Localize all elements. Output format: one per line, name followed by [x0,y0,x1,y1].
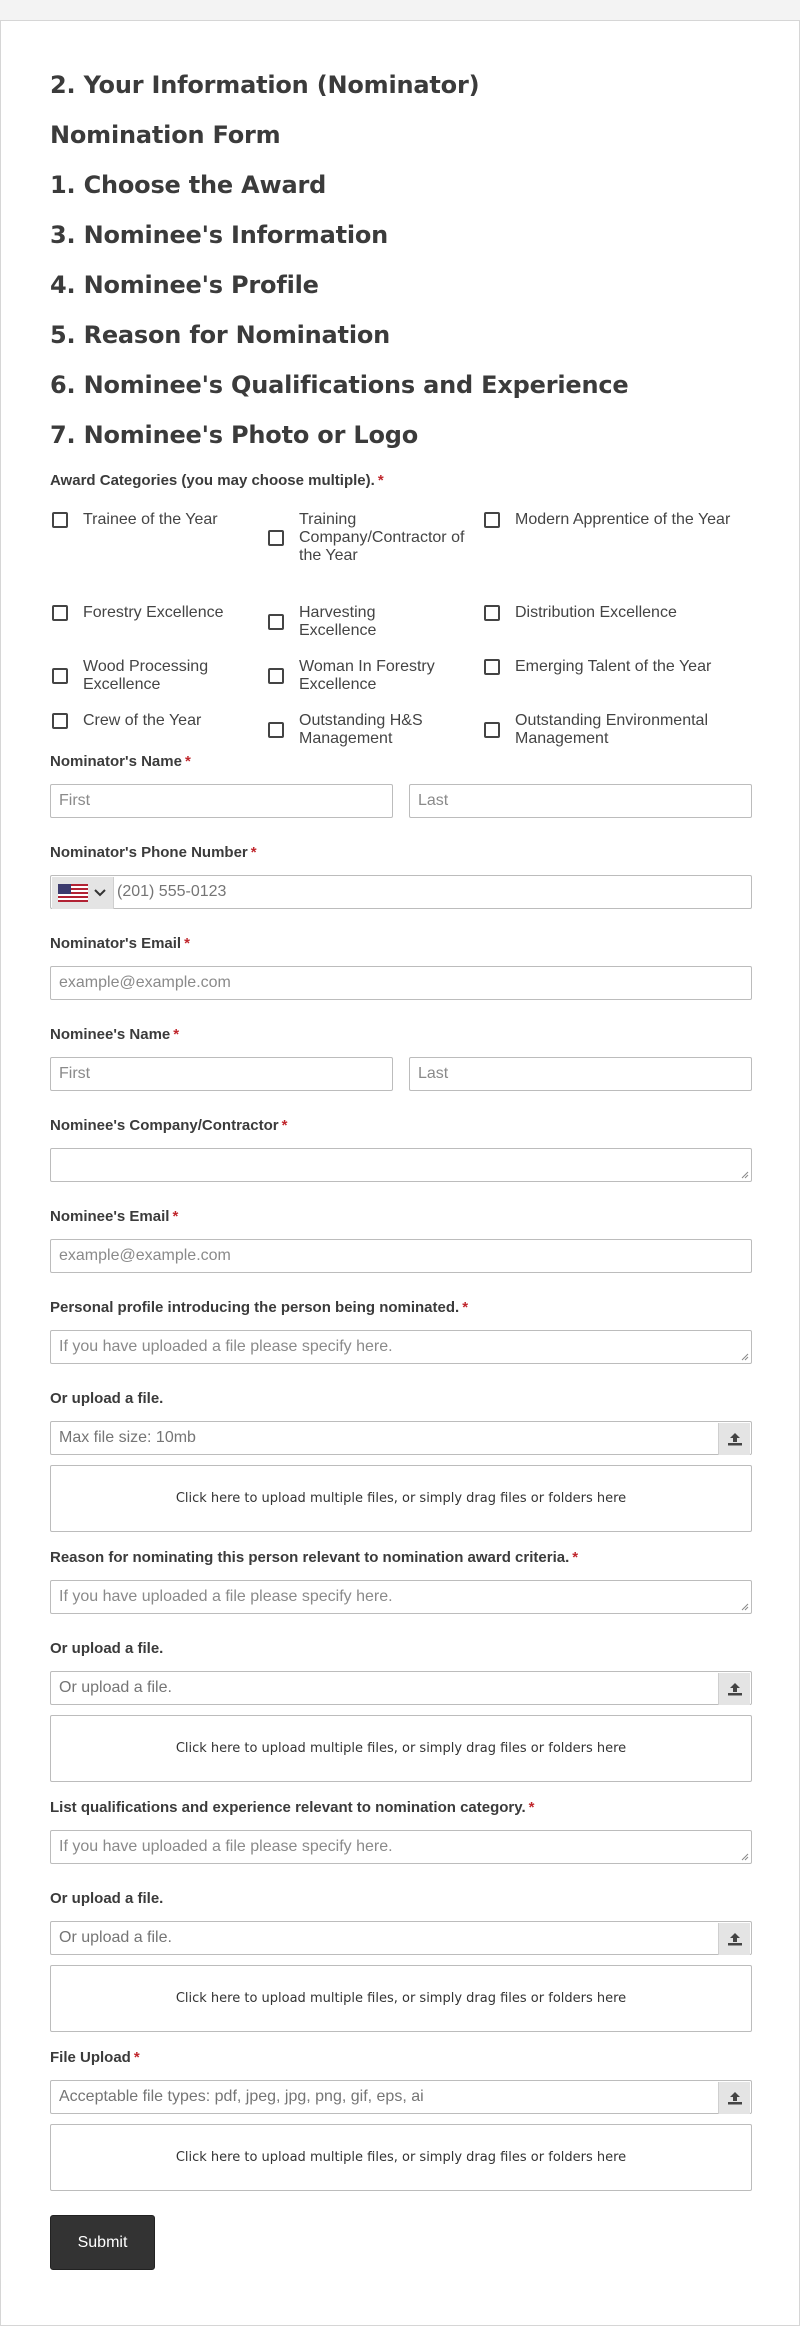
photo-upload-button[interactable] [718,2082,750,2114]
qualifications-file-input[interactable] [51,1922,715,1954]
qualifications-upload-button[interactable] [718,1923,750,1955]
nominator-phone-field [50,875,752,909]
checkbox[interactable] [268,614,284,630]
nominee-email-input[interactable] [50,1239,752,1273]
checkbox[interactable] [52,605,68,621]
qualifications-dropzone[interactable]: Click here to upload multiple files, or simply drag files or folders here [50,1965,752,2032]
required-mark: * [377,472,384,489]
profile-wrapper [50,1330,752,1364]
heading-nominee-information: 3. Nominee's Information [50,221,389,249]
required-mark: * [462,1299,469,1316]
required-mark: * [133,2049,140,2066]
file-upload-label: File Upload * [50,2049,140,2066]
nominee-first-name-input[interactable] [50,1057,393,1091]
award-option-trainee[interactable]: Trainee of the Year [52,511,218,529]
chevron-down-icon [94,889,106,897]
checkbox[interactable] [52,713,68,729]
reason-textarea[interactable] [50,1580,752,1614]
required-mark: * [173,1026,180,1043]
nominee-email-label: Nominee's Email * [50,1208,179,1225]
award-option-crew[interactable]: Crew of the Year [52,712,201,730]
checkbox[interactable] [484,659,500,675]
nominee-company-textarea[interactable] [50,1148,752,1182]
checkbox[interactable] [484,722,500,738]
heading-reason: 5. Reason for Nomination [50,321,391,349]
reason-dropzone[interactable]: Click here to upload multiple files, or simply drag files or folders here [50,1715,752,1782]
upload-icon [727,1932,743,1946]
required-mark: * [572,1549,579,1566]
required-mark: * [528,1799,535,1816]
required-mark: * [184,753,191,770]
award-option-forestry[interactable]: Forestry Excellence [52,604,224,622]
award-option-wood-processing[interactable]: Wood Processing Excellence [52,658,252,694]
award-option-harvesting[interactable]: Harvesting Excellence [268,604,418,640]
nominator-email-input[interactable] [50,966,752,1000]
award-option-woman-in-forestry[interactable]: Woman In Forestry Excellence [268,658,468,694]
profile-dropzone[interactable]: Click here to upload multiple files, or simply drag files or folders here [50,1465,752,1532]
checkbox[interactable] [268,668,284,684]
qualifications-upload-label: Or upload a file. [50,1890,164,1907]
award-option-distribution[interactable]: Distribution Excellence [484,604,677,622]
checkbox[interactable] [268,530,284,546]
award-option-training-company[interactable]: Training Company/Contractor of the Year [268,511,468,565]
reason-file-input[interactable] [51,1672,715,1704]
reason-upload-button[interactable] [718,1673,750,1705]
profile-textarea[interactable] [50,1330,752,1364]
us-flag-icon [58,884,88,902]
profile-upload-button[interactable] [718,1423,750,1455]
reason-wrapper [50,1580,752,1614]
reason-file-field [50,1671,752,1705]
photo-file-field [50,2080,752,2114]
qualifications-wrapper [50,1830,752,1864]
award-option-emerging-talent[interactable]: Emerging Talent of the Year [484,658,711,676]
heading-qualifications: 6. Nominee's Qualifications and Experience [50,371,629,399]
profile-upload-label: Or upload a file. [50,1390,164,1407]
profile-label: Personal profile introducing the person being nominated. * [50,1299,469,1316]
upload-icon [727,1682,743,1696]
heading-your-information: 2. Your Information (Nominator) [50,71,480,99]
required-mark: * [250,844,257,861]
photo-file-input[interactable] [51,2081,715,2113]
form-title: Nomination Form [50,121,281,149]
required-mark: * [281,1117,288,1134]
qualifications-file-field [50,1921,752,1955]
nominee-last-name-input[interactable] [409,1057,752,1091]
reason-label: Reason for nominating this person relevant to nomination award criteria. * [50,1549,579,1566]
nominator-last-name-input[interactable] [409,784,752,818]
upload-icon [727,1432,743,1446]
required-mark: * [184,935,190,952]
photo-dropzone[interactable]: Click here to upload multiple files, or simply drag files or folders here [50,2124,752,2191]
nominator-email-label: Nominator's Email * [50,935,190,952]
submit-button[interactable]: Submit [50,2215,155,2270]
qualifications-textarea[interactable] [50,1830,752,1864]
required-mark: * [172,1208,179,1225]
heading-photo-logo: 7. Nominee's Photo or Logo [50,421,419,449]
heading-nominee-profile: 4. Nominee's Profile [50,271,319,299]
nominee-company-wrapper [50,1148,752,1182]
nominator-name-label: Nominator's Name * [50,753,191,770]
checkbox[interactable] [484,605,500,621]
checkbox[interactable] [484,512,500,528]
qualifications-label: List qualifications and experience relevant to nomination category. * [50,1799,535,1816]
award-option-environmental-management[interactable]: Outstanding Environmental Management [484,712,714,748]
award-categories-label: Award Categories (you may choose multiple). * [50,472,384,489]
nominator-phone-label: Nominator's Phone Number * [50,844,257,861]
nominee-company-label: Nominee's Company/Contractor * [50,1117,288,1134]
upload-icon [727,2091,743,2105]
profile-file-input[interactable] [51,1422,715,1454]
country-code-selector[interactable] [52,877,114,909]
checkbox[interactable] [52,668,68,684]
nominator-phone-input[interactable] [115,876,749,908]
nominee-name-label: Nominee's Name * [50,1026,180,1043]
form-card [0,20,800,2326]
award-option-modern-apprentice[interactable]: Modern Apprentice of the Year [484,511,730,529]
reason-upload-label: Or upload a file. [50,1640,164,1657]
nominator-first-name-input[interactable] [50,784,393,818]
checkbox[interactable] [52,512,68,528]
checkbox[interactable] [268,722,284,738]
award-option-hs-management[interactable]: Outstanding H&S Management [268,712,438,748]
heading-choose-award: 1. Choose the Award [50,171,327,199]
profile-file-field [50,1421,752,1455]
